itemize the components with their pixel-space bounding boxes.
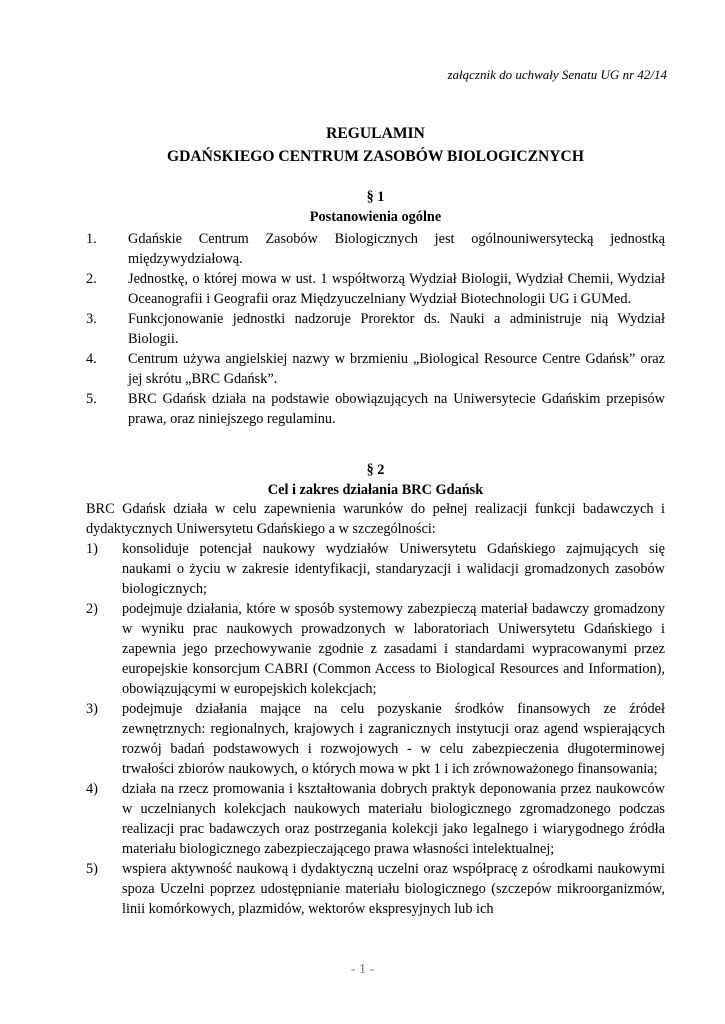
item-text: BRC Gdańsk działa na podstawie obowiązujących na Uniwersytecie Gdańskim przepisów prawa, oraz niniejszego regulaminu. [128, 391, 665, 427]
page-number: - 1 - [350, 962, 375, 977]
list-item [86, 309, 665, 349]
list-item [86, 229, 665, 269]
item-text: podejmuje działania, które w sposób systemowy zabezpieczą materiał badawczy gromadzony w wyniku prac naukowych prowadzonych w laboratoriach Uniwersytetu Gdańskiego i zapewnia jego przechowywanie zgodnie z zasadami i standardami wypracowanymi przez europejskie konsorcjum CABRI (Common Access to Biological Resources and Information), obowiązującymi w europejskich kolekcjach; [122, 601, 665, 697]
attachment-note: załącznik do uchwały Senatu UG nr 42/14 [447, 67, 667, 82]
item-text: działa na rzecz promowania i kształtowania dobrych praktyk deponowania przez naukowców w uczelnianych kolekcjach naukowych materiału biologicznego zgromadzonego podczas realizacji prac badawczych oraz postrzegania kolekcji jako legalnego i wiarygodnego źródła materiału biologicznego zabezpieczającego prawa własności intelektualnej; [122, 781, 665, 857]
section-2-heading: Cel i zakres działania BRC Gdańsk [267, 482, 484, 498]
item-text: Gdańskie Centrum Zasobów Biologicznych jest ogólnouniwersytecką jednostką międzywydziałową. [128, 231, 665, 267]
list-item [86, 539, 665, 599]
section-1-heading: Postanowienia ogólne [309, 209, 442, 225]
list-item [86, 389, 665, 429]
section-2-intro: BRC Gdańsk działa w celu zapewnienia warunków do pełnej realizacji funkcji badawczych i dydaktycznych Uniwersytetu Gdańskiego a w szczególności: [86, 501, 665, 537]
list-item [86, 599, 665, 699]
item-text: Funkcjonowanie jednostki nadzoruje Prorektor ds. Nauki a administruje nią Wydział Biologii. [128, 311, 665, 347]
item-number: 2. [86, 271, 97, 287]
item-number: 3) [86, 701, 98, 717]
list-item [86, 349, 665, 389]
document-title: REGULAMIN [326, 125, 425, 142]
item-number: 5) [86, 861, 98, 877]
list-item [86, 779, 665, 859]
document-subtitle: GDAŃSKIEGO CENTRUM ZASOBÓW BIOLOGICZNYCH [167, 148, 584, 165]
section-2-list [86, 539, 665, 919]
item-text: Jednostkę, o której mowa w ust. 1 współtworzą Wydział Biologii, Wydział Chemii, Wydział Oceanografii i Geografii oraz Międzyuczelniany Wydział Biotechnologii UG i GUMed. [128, 271, 665, 307]
item-number: 4. [86, 351, 97, 367]
list-item [86, 269, 665, 309]
item-number: 1) [86, 541, 98, 557]
section-2-number: § 2 [366, 462, 385, 478]
list-item [86, 859, 665, 919]
section-1-list [86, 229, 665, 429]
item-number: 1. [86, 231, 97, 247]
item-number: 2) [86, 601, 98, 617]
item-number: 3. [86, 311, 97, 327]
item-number: 5. [86, 391, 97, 407]
list-item [86, 699, 665, 779]
item-text: Centrum używa angielskiej nazwy w brzmieniu „Biological Resource Centre Gdańsk” oraz jej skrótu „BRC Gdańsk”. [128, 351, 665, 387]
item-text: wspiera aktywność naukową i dydaktyczną uczelni oraz współpracę z ośrodkami naukowymi spoza Uczelni poprzez udostępnianie materiału biologicznego (szczepów mikroorganizmów, linii komórkowych, plazmidów, wektorów ekspresyjnych lub ich [122, 861, 665, 917]
section-1-number: § 1 [366, 189, 385, 205]
item-number: 4) [86, 781, 98, 797]
item-text: konsoliduje potencjał naukowy wydziałów Uniwersytetu Gdańskiego zajmujących się naukami o życiu w zakresie identyfikacji, standaryzacji i walidacji gromadzonych zasobów biologicznych; [122, 541, 665, 597]
item-text: podejmuje działania mające na celu pozyskanie środków finansowych ze źródeł zewnętrznych: regionalnych, krajowych i zagranicznych instytucji oraz agend wspierających rozwój badań podstawowych i rozwojowych - w celu zabezpieczenia długoterminowej trwałości zbiorów naukowych, o których mowa w pkt 1 i ich zrównoważonego finansowania; [122, 701, 665, 777]
